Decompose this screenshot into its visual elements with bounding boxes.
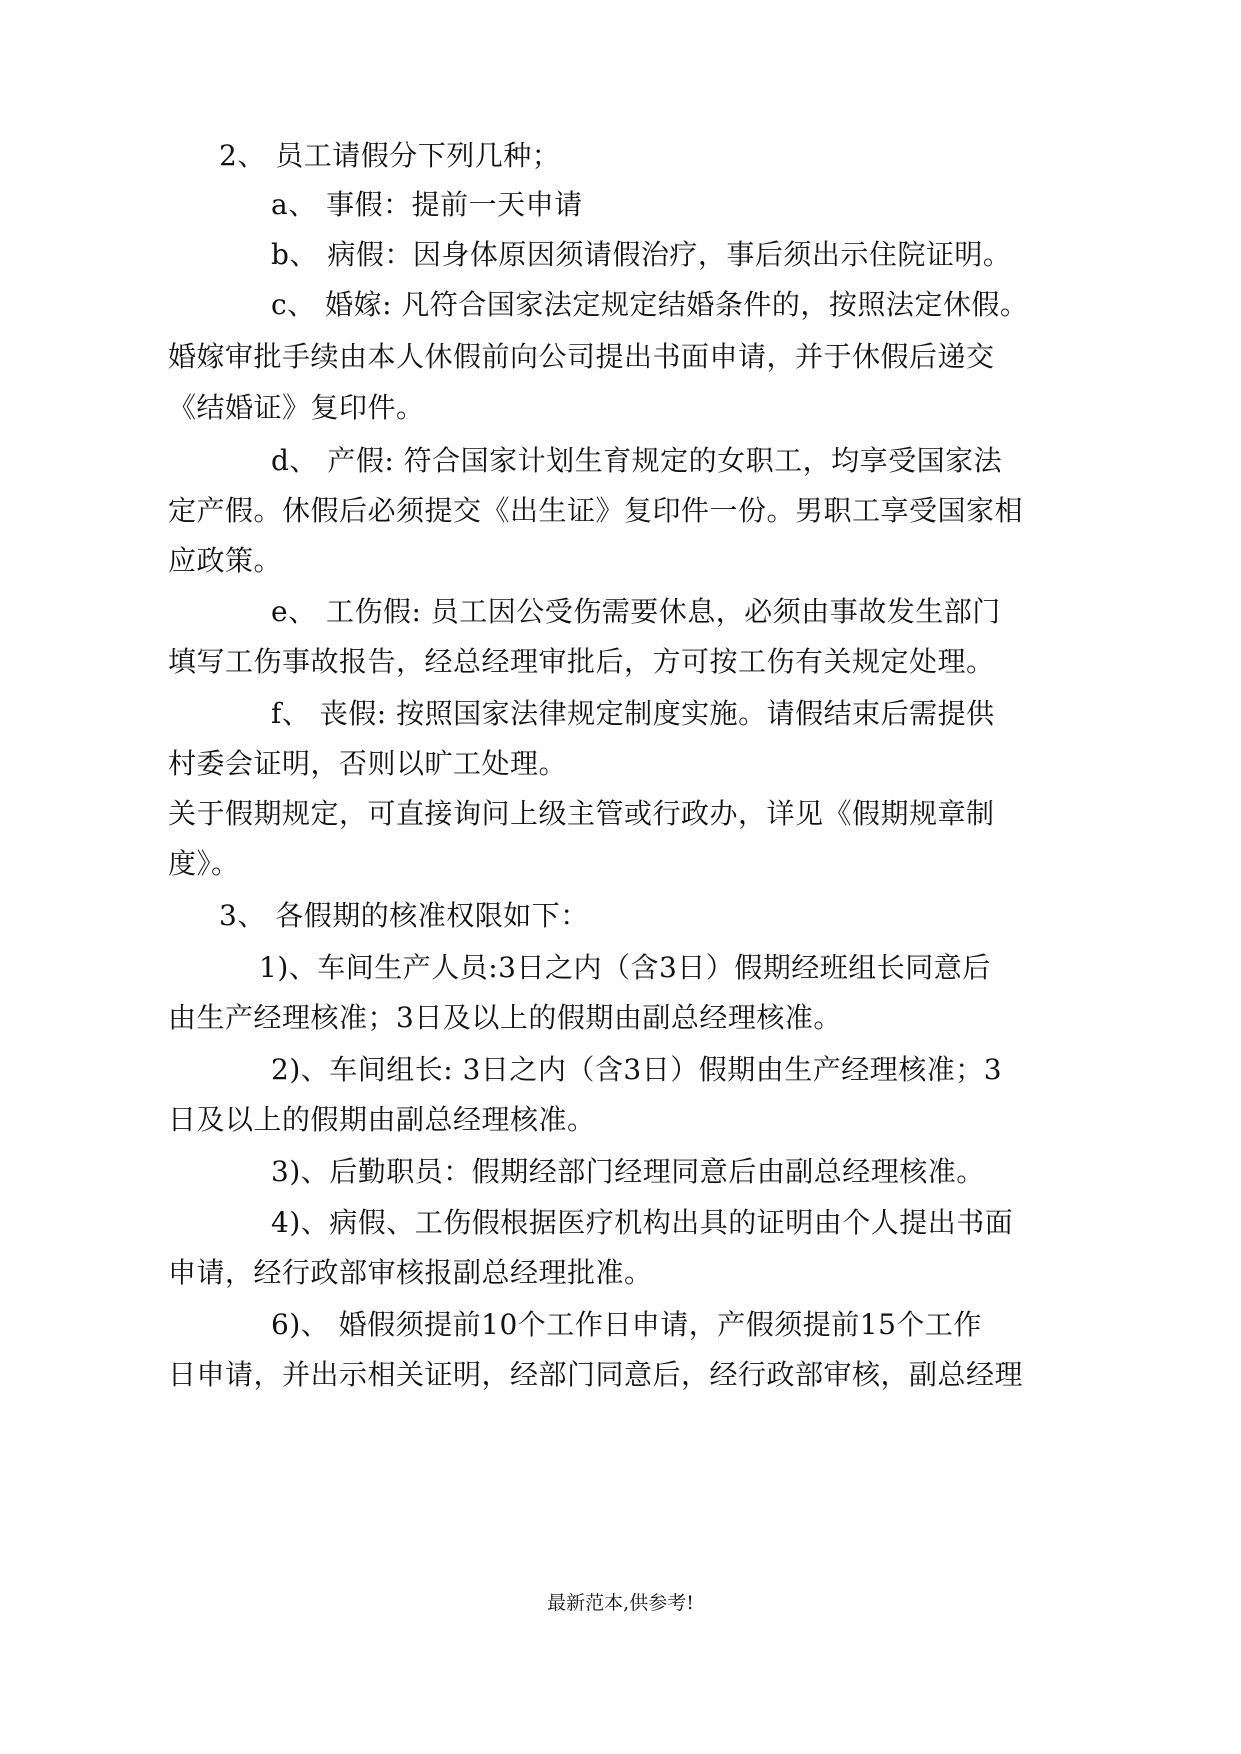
leave-item-d-line3: 应政策。 bbox=[168, 544, 283, 577]
page-footer: 最新范本,供参考! bbox=[547, 1592, 694, 1614]
approval-item-1-line1: 1)、车间生产人员:3日之内（含3日）假期经班组长同意后 bbox=[259, 951, 991, 984]
leave-item-f-line2: 村委会证明，否则以旷工处理。 bbox=[168, 747, 568, 780]
section-2-heading: 2、 员工请假分下列几种； bbox=[219, 139, 561, 172]
section-3-heading: 3、 各假期的核准权限如下： bbox=[219, 899, 589, 932]
approval-item-6-line2: 日申请，并出示相关证明，经部门同意后，经行政部审核，副总经理 bbox=[168, 1358, 1024, 1391]
leave-item-a: a、 事假：提前一天申请 bbox=[271, 188, 583, 221]
leave-policy-note-line1: 关于假期规定，可直接询问上级主管或行政办，详见《假期规章制 bbox=[168, 797, 995, 830]
approval-item-1-line2: 由生产经理核准；3日及以上的假期由副总经理核准。 bbox=[168, 1001, 842, 1034]
leave-item-b: b、 病假：因身体原因须请假治疗，事后须出示住院证明。 bbox=[271, 238, 1012, 271]
leave-item-e-line2: 填写工伤事故报告，经总经理审批后，方可按工伤有关规定处理。 bbox=[168, 645, 995, 678]
leave-item-c-line2: 婚嫁审批手续由本人休假前向公司提出书面申请，并于休假后递交 bbox=[168, 340, 995, 373]
approval-item-6-line1: 6)、 婚假须提前10个工作日申请，产假须提前15个工作 bbox=[271, 1308, 982, 1341]
approval-item-2-line1: 2)、车间组长: 3日之内（含3日）假期由生产经理核准；3 bbox=[271, 1053, 1003, 1086]
leave-item-c-line1: c、 婚嫁: 凡符合国家法定规定结婚条件的，按照法定休假。 bbox=[271, 288, 1029, 321]
approval-item-4-line1: 4)、病假、工伤假根据医疗机构出具的证明由个人提出书面 bbox=[271, 1206, 1014, 1239]
leave-item-e-line1: e、 工伤假: 员工因公受伤需要休息，必须由事故发生部门 bbox=[271, 595, 1001, 628]
leave-item-c-line3: 《结婚证》复印件。 bbox=[168, 391, 425, 424]
leave-policy-note-line2: 度》。 bbox=[168, 847, 240, 880]
approval-item-2-line2: 日及以上的假期由副总经理核准。 bbox=[168, 1103, 596, 1136]
leave-item-d-line2: 定产假。休假后必须提交《出生证》复印件一份。男职工享受国家相 bbox=[168, 494, 1024, 527]
approval-item-4-line2: 申请，经行政部审核报副总经理批准。 bbox=[168, 1256, 653, 1289]
approval-item-3: 3)、后勤职员：假期经部门经理同意后由副总经理核准。 bbox=[271, 1155, 985, 1188]
leave-item-d-line1: d、 产假: 符合国家计划生育规定的女职工，均享受国家法 bbox=[271, 444, 1003, 477]
leave-item-f-line1: f、 丧假: 按照国家法律规定制度实施。请假结束后需提供 bbox=[271, 697, 995, 730]
